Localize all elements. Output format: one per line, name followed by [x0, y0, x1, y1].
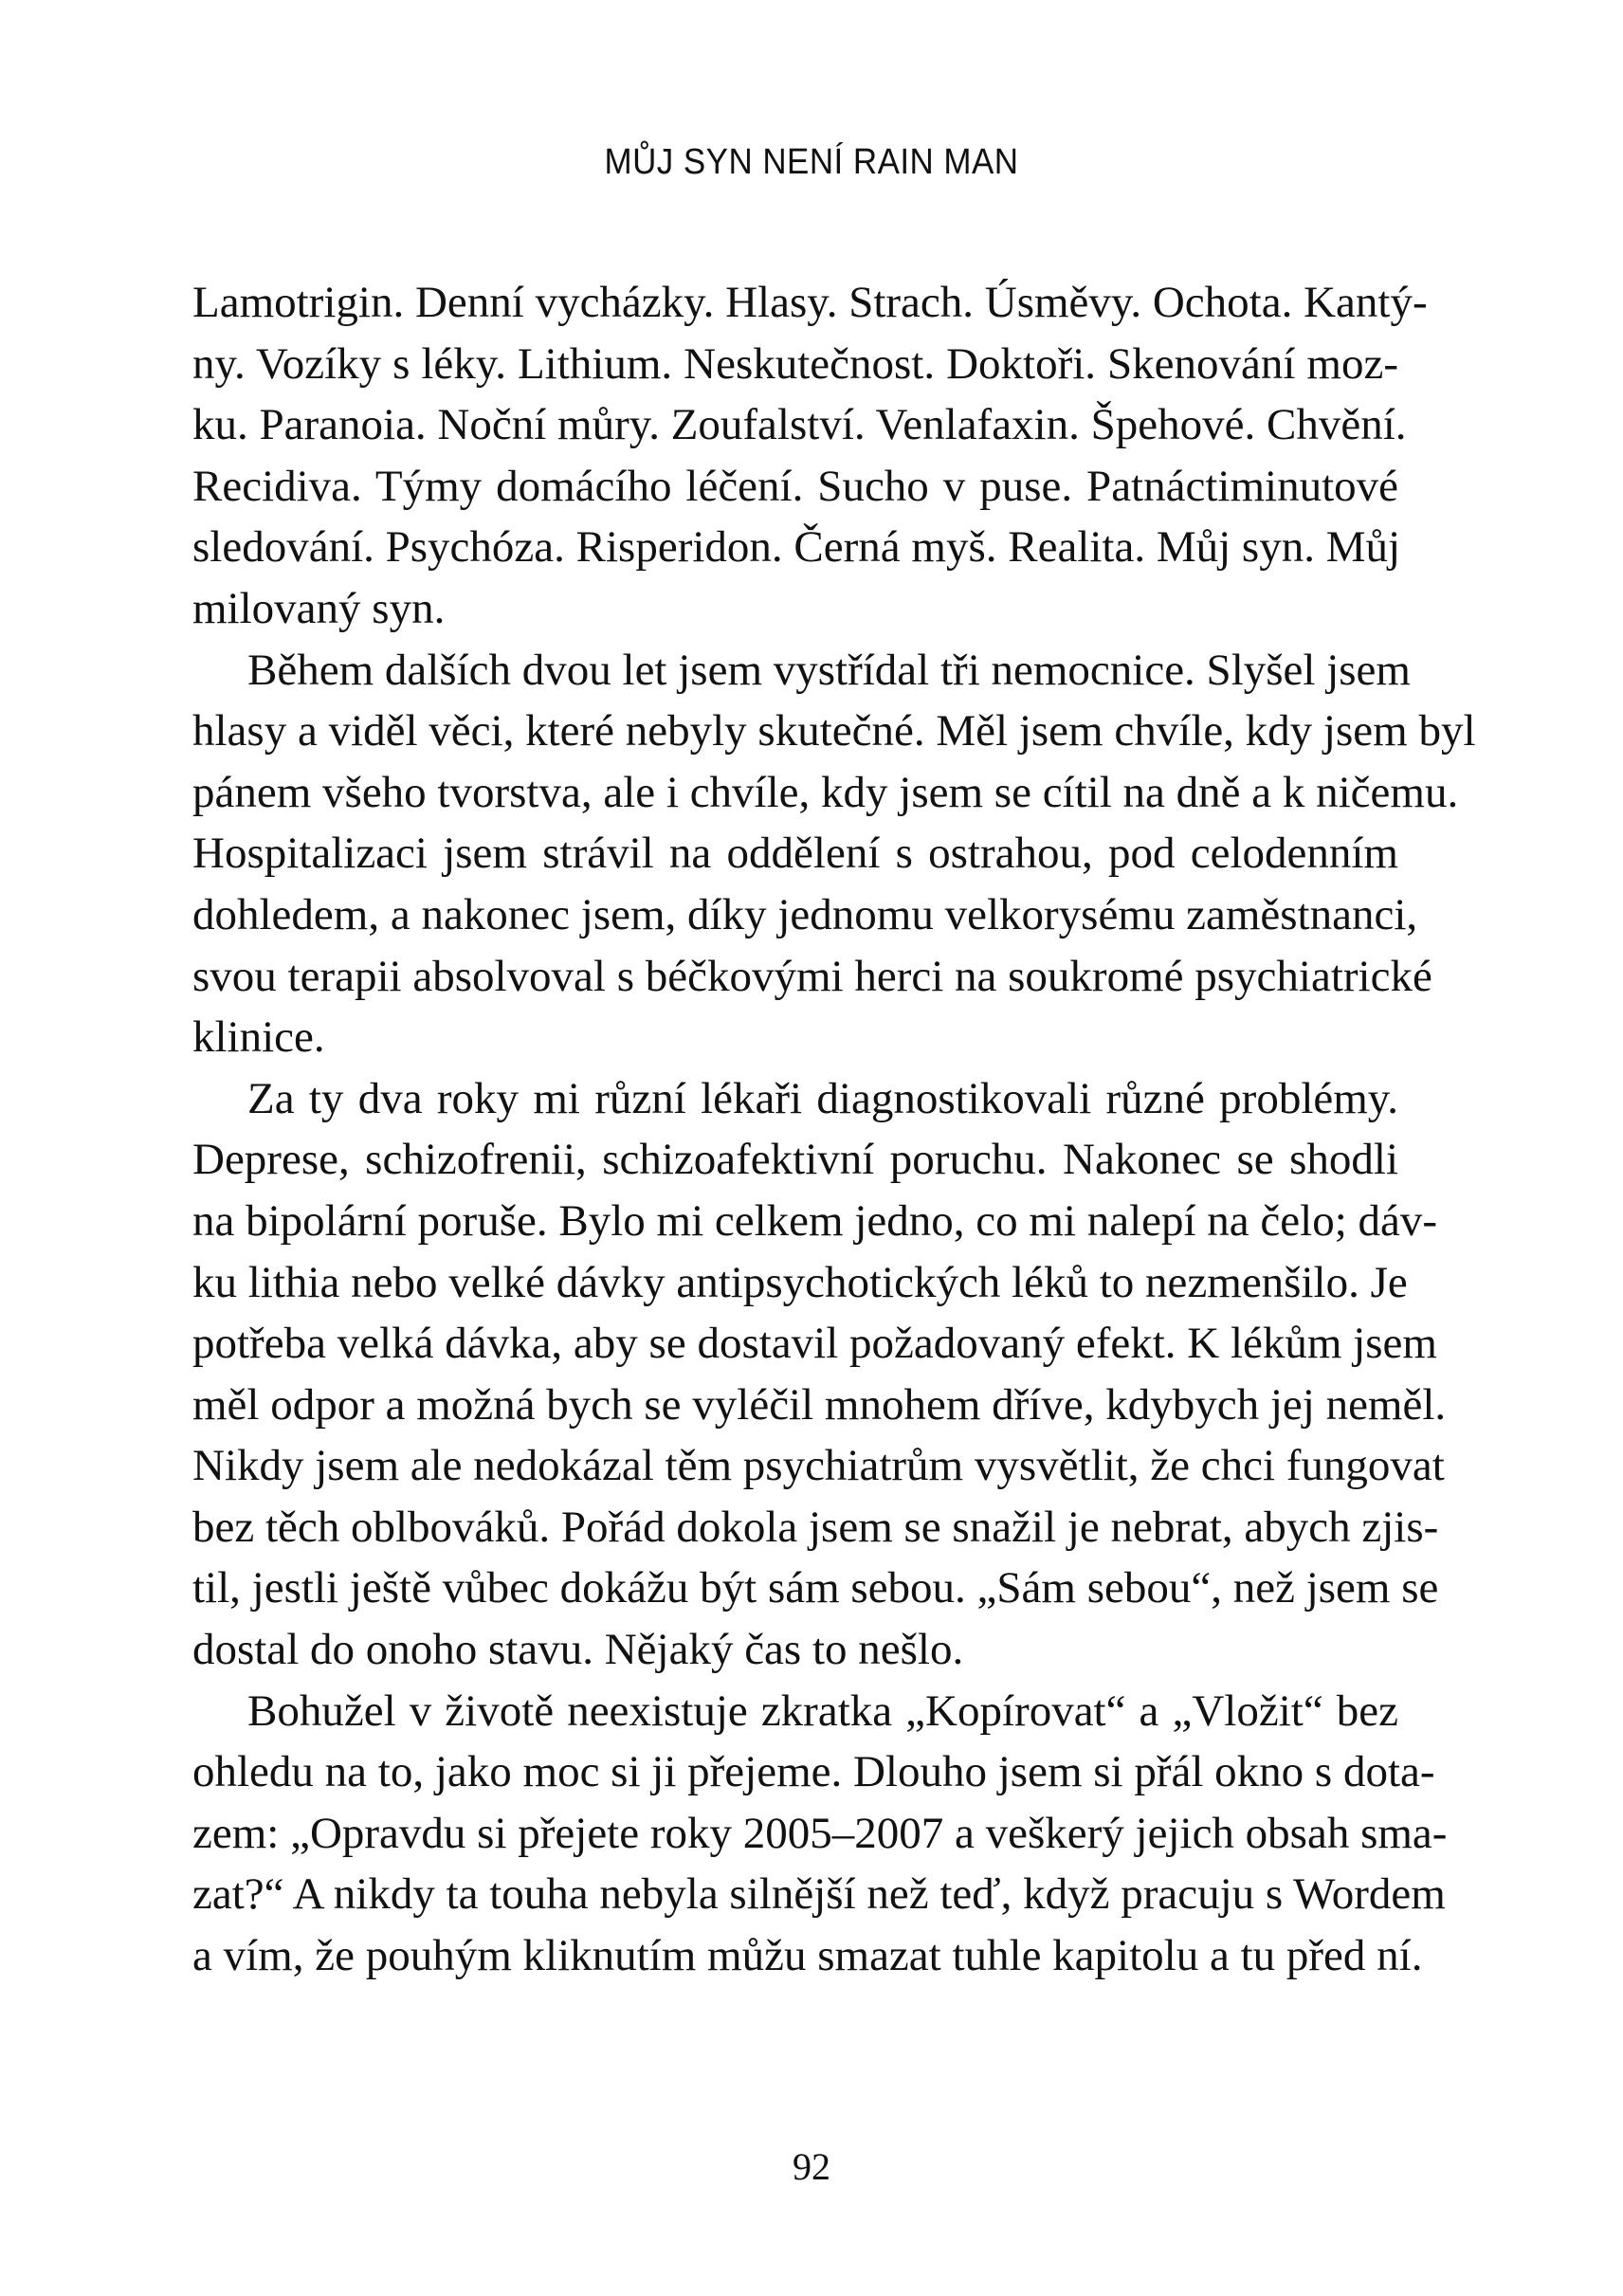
body-text: [192, 272, 1476, 1987]
text-line: Během dalších dvou let jsem vystřídal tři nemocnice. Slyšel jsem: [247, 645, 1411, 695]
text-line: ohledu na to, jako moc si ji přejeme. Dlouho jsem si přál okno s dota-: [192, 1747, 1435, 1797]
text-line: hlasy a viděl věci, které nebyly skutečné. Měl jsem chvíle, kdy jsem byl: [192, 706, 1476, 756]
text-line: měl odpor a možná bych se vyléčil mnohem dříve, kdybych jej neměl.: [192, 1379, 1447, 1430]
paragraph: [192, 1681, 1448, 1987]
text-line: ny. Vozíky s léky. Lithium. Neskutečnost. Doktoři. Skenování moz-: [192, 338, 1398, 389]
text-line: Deprese, schizofrenii, schizoafektivní poruchu. Nakonec se shodli: [192, 1135, 1398, 1185]
text-line: zat?“ A nikdy ta touha nebyla silnější než teď, když pracuju s Wordem: [192, 1869, 1446, 1920]
text-line: svou terapii absolvoval s béčkovými herci na soukromé psychiatrické: [192, 951, 1432, 1001]
text-line: Recidiva. Týmy domácího léčení. Sucho v puse. Patnáctiminutové: [192, 461, 1398, 511]
text-line: klinice.: [192, 1012, 325, 1063]
text-line: ku lithia nebo velké dávky antipsychotických léků to nezmenšilo. Je: [192, 1257, 1408, 1307]
page-number: 92: [793, 2145, 830, 2188]
text-line: Nikdy jsem ale nedokázal těm psychiatrům vysvětlit, že chci fungovat: [192, 1441, 1445, 1491]
text-line: na bipolární poruše. Bylo mi celkem jedno, co mi nalepí na čelo; dáv-: [192, 1195, 1438, 1246]
paragraph: [192, 1068, 1447, 1681]
text-line: potřeba velká dávka, aby se dostavil požadovaný efekt. K lékům jsem: [192, 1319, 1437, 1369]
text-line: Za ty dva roky mi různí lékaři diagnostikovali různé problémy.: [247, 1073, 1398, 1123]
text-line: pánem všeho tvorstva, ale i chvíle, kdy jsem se cítil na dně a k ničemu.: [192, 767, 1459, 817]
text-line: dostal do onoho stavu. Nějaký čas to nešlo.: [192, 1625, 964, 1675]
text-line: bez těch oblbováků. Pořád dokola jsem se snažil je nebrat, abych zjis-: [192, 1502, 1439, 1552]
text-line: Lamotrigin. Denní vycházky. Hlasy. Strach. Úsměvy. Ochota. Kantý-: [192, 278, 1428, 327]
text-line: sledování. Psychóza. Risperidon. Černá myš. Realita. Můj syn. Můj: [192, 522, 1401, 573]
paragraph: [192, 640, 1476, 1068]
text-line: til, jestli ještě vůbec dokážu být sám sebou. „Sám sebou“, než jsem se: [192, 1563, 1439, 1613]
text-line: a vím, že pouhým kliknutím můžu smazat tuhle kapitolu a tu před ní.: [192, 1931, 1423, 1981]
paragraph: [192, 272, 1428, 640]
text-line: milovaný syn.: [192, 583, 446, 633]
text-line: Bohužel v životě neexistuje zkratka „Kopírovat“ a „Vložit“ bez: [247, 1686, 1398, 1736]
running-head-title: MŮJ SYN NENÍ RAIN MAN: [604, 142, 1019, 182]
text-line: ku. Paranoia. Noční můry. Zoufalství. Venlafaxin. Špehové. Chvění.: [192, 400, 1407, 450]
text-line: zem: „Opravdu si přejete roky 2005–2007 a veškerý jejich obsah sma-: [192, 1808, 1448, 1858]
text-line: Hospitalizaci jsem strávil na oddělení s ostrahou, pod celodenním: [192, 829, 1398, 879]
text-line: dohledem, a nakonec jsem, díky jednomu velkorysému zaměstnanci,: [192, 889, 1418, 939]
